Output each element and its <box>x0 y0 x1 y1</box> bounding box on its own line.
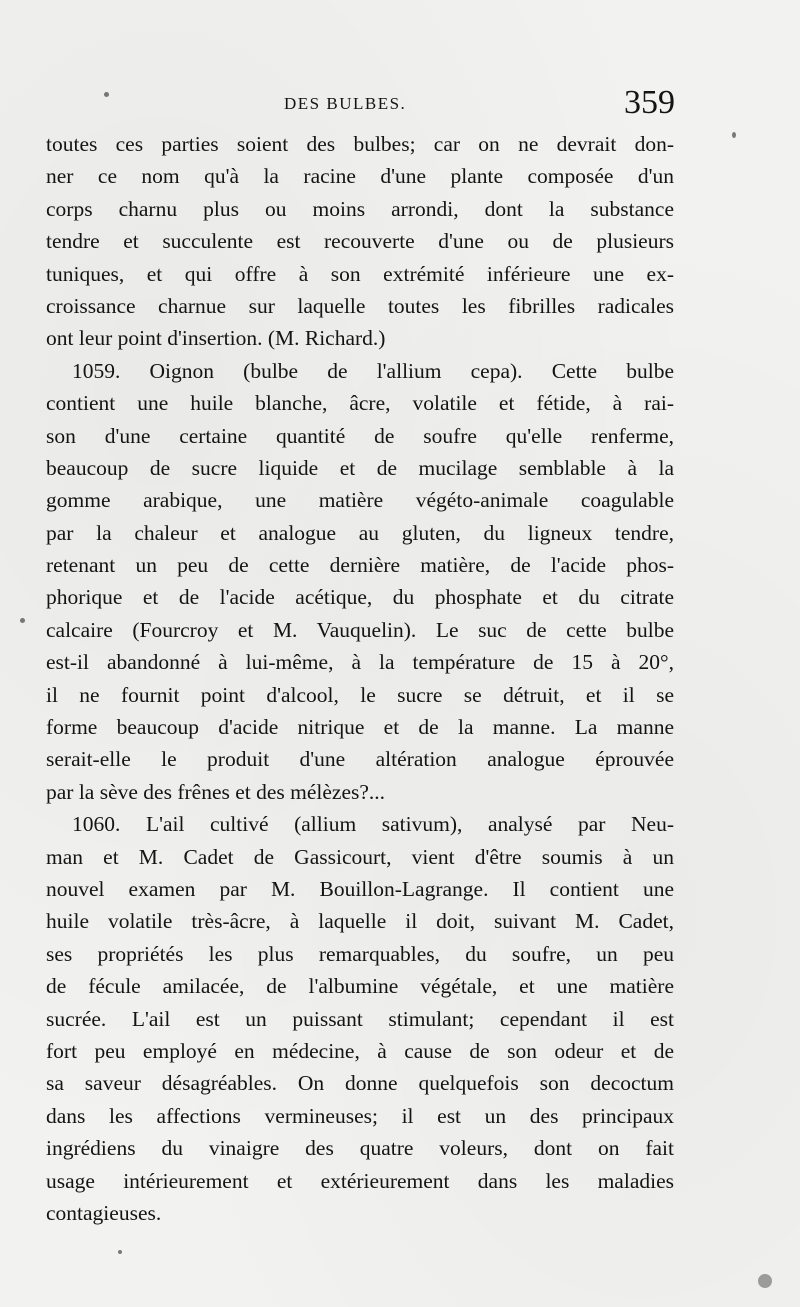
text-line: tuniques, et qui offre à son extrémité inférieure une ex- <box>46 261 674 286</box>
text-line: huile volatile très-âcre, à laquelle il doit, suivant M. Cadet, <box>46 909 674 934</box>
text-line: contagieuses. <box>46 1200 162 1225</box>
text-line: ingrédiens du vinaigre des quatre voleurs, dont on fait <box>46 1136 674 1161</box>
ink-speck <box>118 1250 122 1254</box>
page-number: 359 <box>624 84 675 121</box>
ink-speck <box>732 132 736 138</box>
text-line: phorique et de l'acide acétique, du phosphate et du citrate <box>46 585 674 610</box>
text-line: de fécule amilacée, de l'albumine végétale, et une matière <box>46 974 674 999</box>
text-line: ner ce nom qu'à la racine d'une plante composée d'un <box>46 164 674 189</box>
text-line: contient une huile blanche, âcre, volatile et fétide, à rai- <box>46 391 674 416</box>
text-line: usage intérieurement et extérieurement dans les maladies <box>46 1168 674 1193</box>
text-line: ses propriétés les plus remarquables, du soufre, un peu <box>46 941 674 966</box>
text-line: ont leur point d'insertion. (M. Richard.) <box>46 326 386 351</box>
paragraph-1059-start: 1059. Oignon (bulbe de l'allium cepa). Cette bulbe <box>72 358 674 383</box>
text-line: beaucoup de sucre liquide et de mucilage semblable à la <box>46 455 674 480</box>
paragraph-1060-start: 1060. L'ail cultivé (allium sativum), analysé par Neu- <box>72 812 674 837</box>
text-line: par la chaleur et analogue au gluten, du ligneux tendre, <box>46 520 674 545</box>
body-text <box>46 128 674 1229</box>
text-line: dans les affections vermineuses; il est un des principaux <box>46 1103 674 1128</box>
text-line: man et M. Cadet de Gassicourt, vient d'être soumis à un <box>46 844 674 869</box>
text-line: tendre et succulente est recouverte d'une ou de plusieurs <box>46 229 674 254</box>
text-line: corps charnu plus ou moins arrondi, dont la substance <box>46 196 674 221</box>
page-header <box>0 84 800 128</box>
text-line: calcaire (Fourcroy et M. Vauquelin). Le suc de cette bulbe <box>46 617 674 642</box>
ink-speck <box>20 618 25 623</box>
ink-speck <box>758 1274 772 1288</box>
text-line: son d'une certaine quantité de soufre qu'elle renferme, <box>46 423 674 448</box>
text-line: il ne fournit point d'alcool, le sucre se détruit, et il se <box>46 682 674 707</box>
text-line: sa saveur désagréables. On donne quelquefois son decoctum <box>46 1071 674 1096</box>
text-line: nouvel examen par M. Bouillon-Lagrange. Il contient une <box>46 876 674 901</box>
text-line: gomme arabique, une matière végéto-animale coagulable <box>46 488 674 513</box>
text-line: par la sève des frênes et des mélèzes?... <box>46 779 386 804</box>
text-line: serait-elle le produit d'une altération analogue éprouvée <box>46 747 674 772</box>
text-line: forme beaucoup d'acide nitrique et de la manne. La manne <box>46 715 674 740</box>
ink-speck <box>104 92 109 97</box>
text-line: retenant un peu de cette dernière matière, de l'acide phos- <box>46 553 674 578</box>
text-line: fort peu employé en médecine, à cause de son odeur et de <box>46 1038 674 1063</box>
running-head: DES BULBES. <box>284 94 407 113</box>
text-line: sucrée. L'ail est un puissant stimulant; cependant il est <box>46 1006 674 1031</box>
text-line: croissance charnue sur laquelle toutes les fibrilles radicales <box>46 293 674 318</box>
text-line: toutes ces parties soient des bulbes; car on ne devrait don- <box>46 132 674 156</box>
text-line: est-il abandonné à lui-même, à la température de 15 à 20°, <box>46 650 674 675</box>
